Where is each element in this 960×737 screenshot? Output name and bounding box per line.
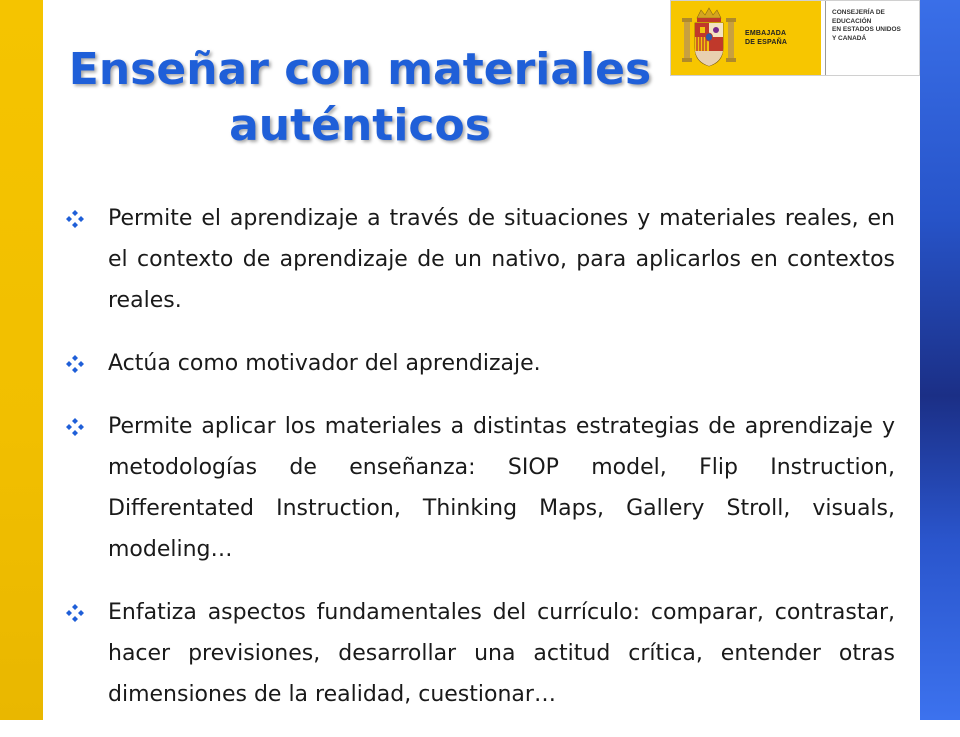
- logo-yellow-panel: [671, 1, 821, 75]
- bullet-item: [65, 198, 895, 321]
- consejeria-line3: Y CANADÁ: [832, 34, 867, 42]
- left-decorative-bar: [0, 0, 43, 720]
- four-diamond-icon: [65, 354, 85, 374]
- slide-title-line1: Enseñar con materiales: [68, 44, 652, 95]
- bullet-text: Permite el aprendizaje a través de situaciones y materiales reales, en el contexto de aprendizaje de un nativo, para aplicarlos en contextos reales.: [108, 206, 895, 313]
- right-decorative-bar: [920, 0, 960, 720]
- four-diamond-icon: [65, 603, 85, 623]
- bullet-item: [65, 343, 895, 384]
- slide-title: [60, 42, 660, 154]
- bullet-text: Permite aplicar los materiales a distintas estrategias de aprendizaje y metodologías de enseñanza: SIOP model, Flip Instruction, Differentated Instruction, Thinking Maps, Gallery Stroll, visuals, modeling…: [108, 414, 895, 562]
- bullet-item: [65, 406, 895, 570]
- embassy-name: [745, 29, 787, 47]
- slide-title-line2: auténticos: [229, 100, 491, 151]
- embassy-logo: [670, 0, 920, 76]
- embassy-line2: DE ESPAÑA: [745, 39, 788, 46]
- consejeria-name: [825, 1, 919, 75]
- bullet-list: [65, 198, 895, 737]
- four-diamond-icon: [65, 209, 85, 229]
- bullet-item: [65, 592, 895, 715]
- consejeria-line2: EN ESTADOS UNIDOS: [832, 26, 901, 33]
- four-diamond-icon: [65, 417, 85, 437]
- spain-coat-of-arms-icon: [681, 6, 737, 70]
- bullet-text: Actúa como motivador del aprendizaje.: [108, 351, 541, 376]
- bullet-text: Enfatiza aspectos fundamentales del currículo: comparar, contrastar, hacer previsiones, desarrollar una actitud crítica, entender otras dimensiones de la realidad, cuestionar…: [108, 600, 895, 707]
- consejeria-line1: CONSEJERÍA DE EDUCACIÓN: [832, 9, 885, 25]
- embassy-line1: EMBAJADA: [745, 30, 787, 37]
